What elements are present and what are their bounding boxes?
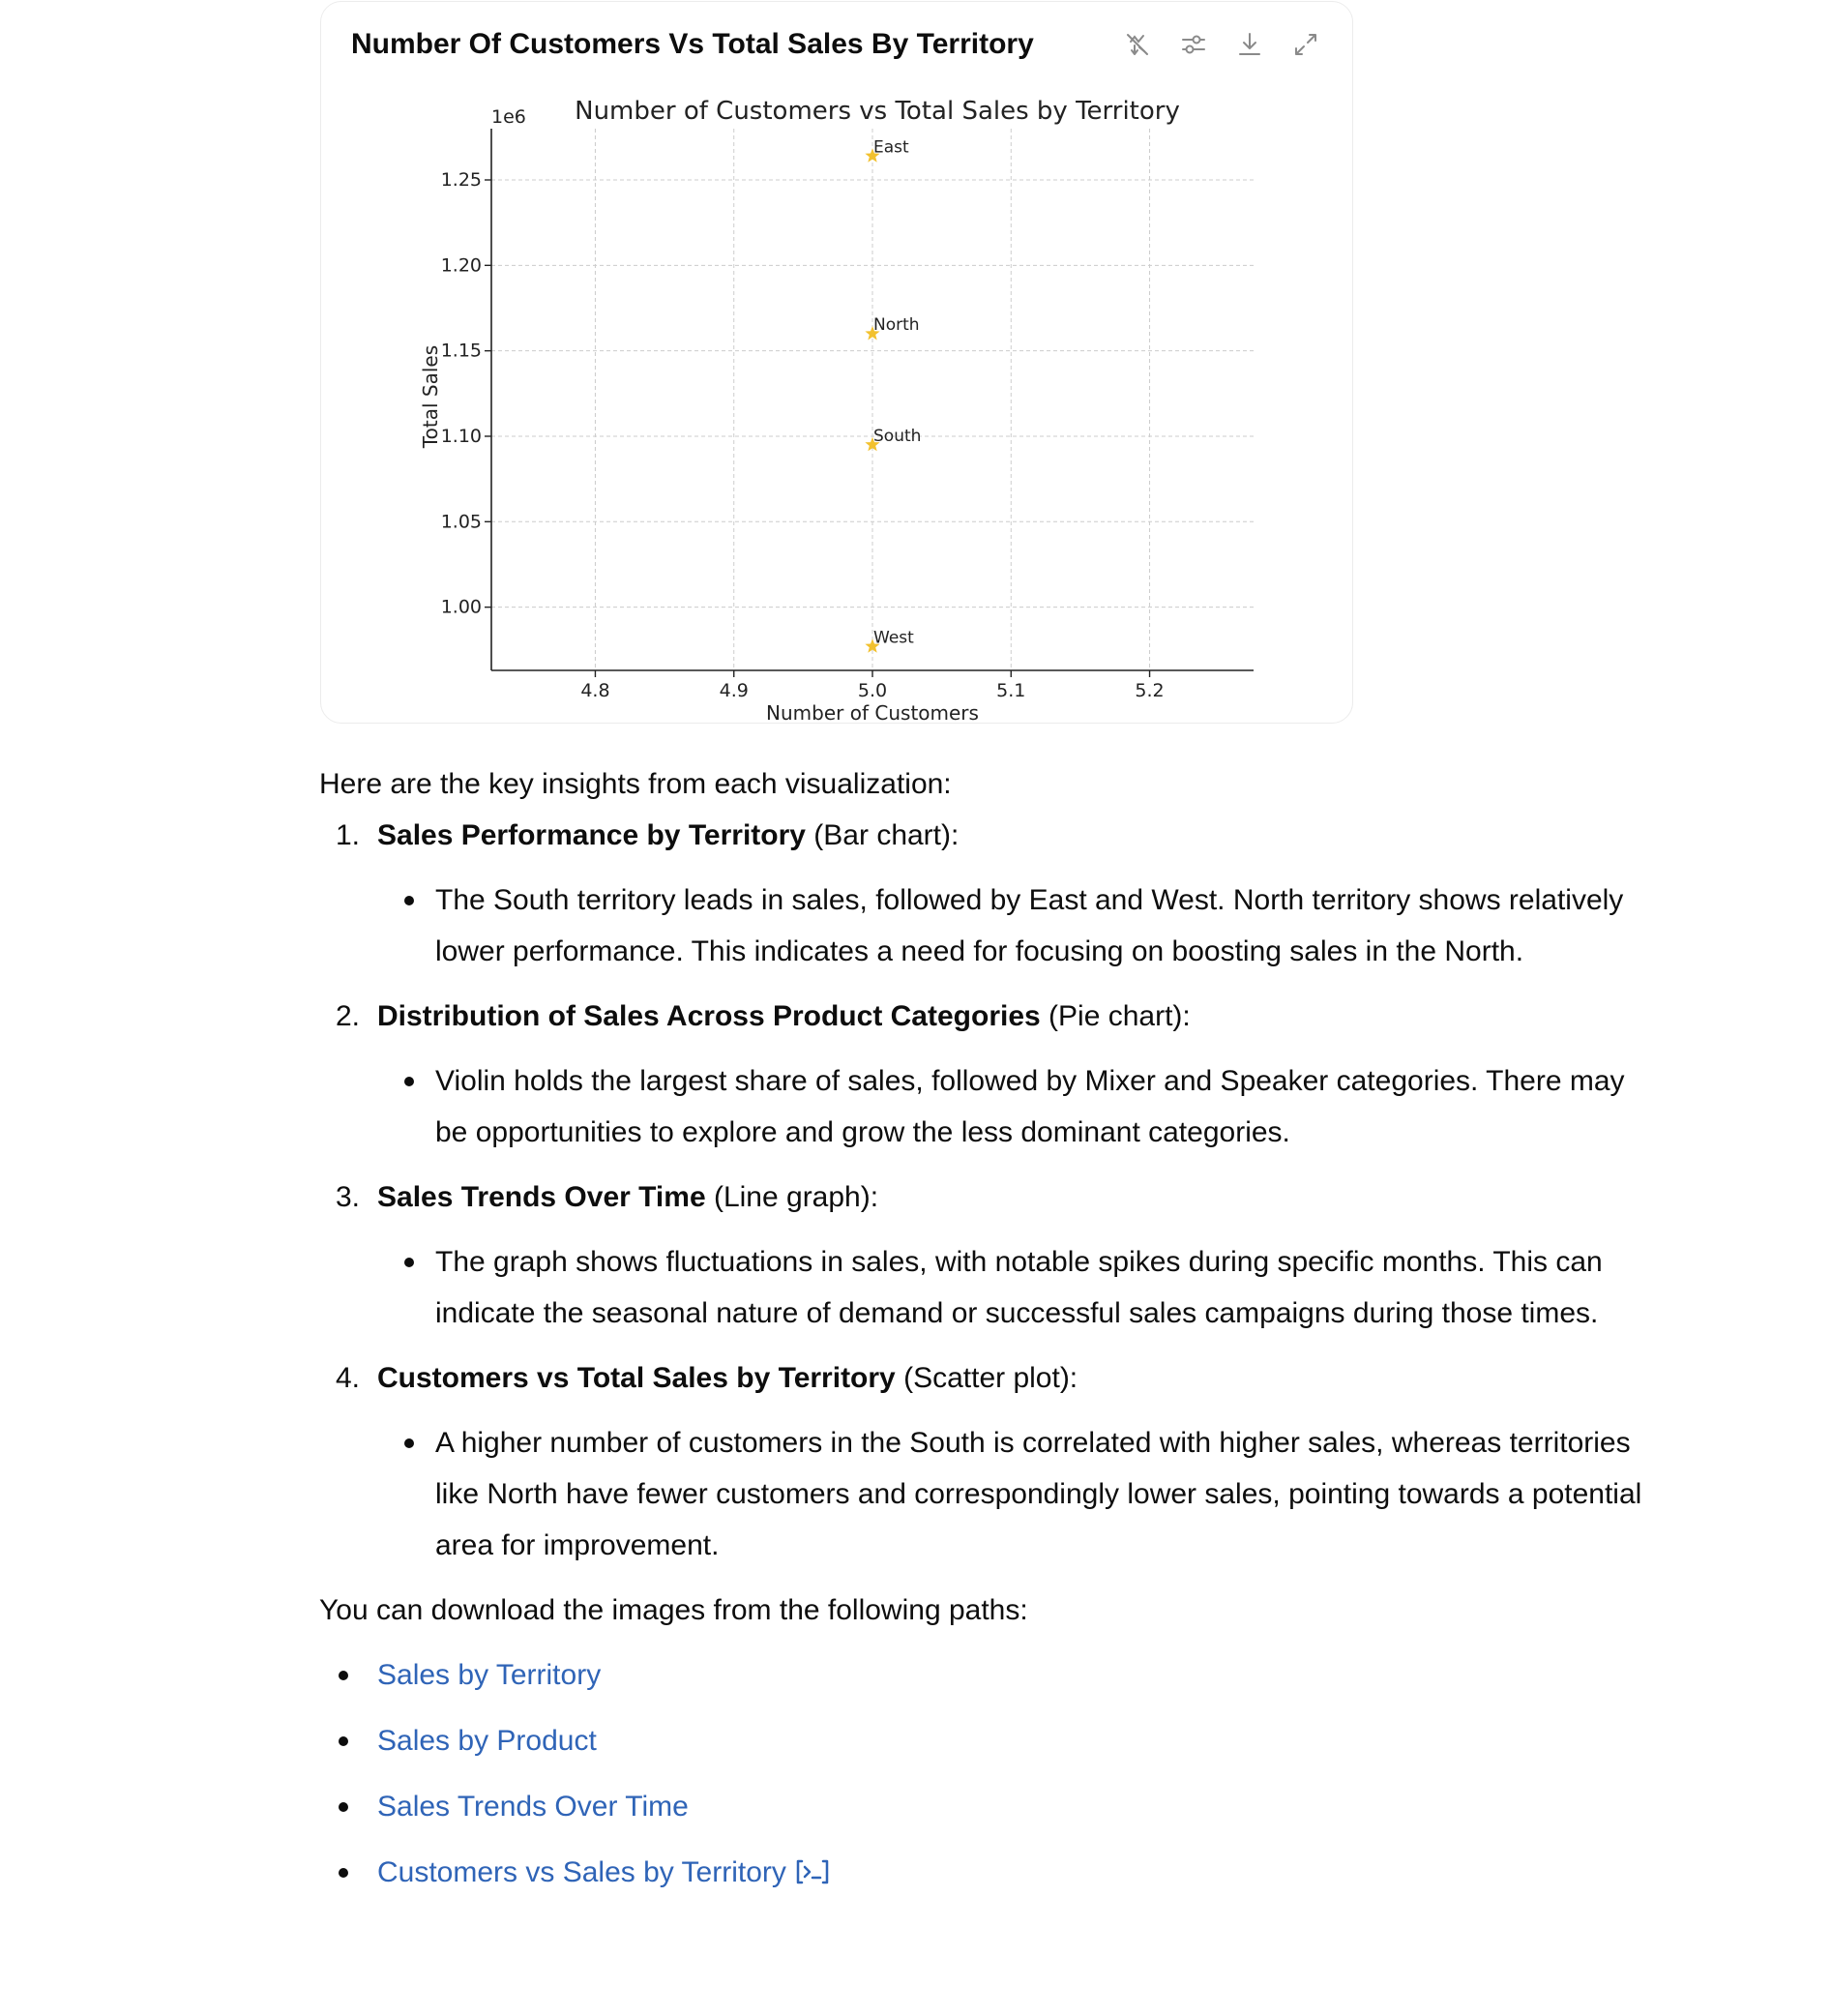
- expand-icon[interactable]: [1288, 27, 1323, 62]
- insight-number: 2.: [336, 1000, 361, 1032]
- bullet-icon: [404, 896, 414, 905]
- data-point-label: West: [873, 628, 914, 648]
- y-tick-label: 1.25: [440, 168, 482, 191]
- y-tick-label: 1.20: [440, 254, 482, 277]
- y-tick-label: 1.05: [440, 511, 482, 533]
- chart-card-title: Number Of Customers Vs Total Sales By Territory: [351, 28, 1034, 60]
- list-item: [319, 1649, 1644, 1701]
- chart-settings-icon[interactable]: [1176, 27, 1211, 62]
- insights-list: [319, 810, 1644, 1571]
- insight-number: 3.: [336, 1181, 361, 1213]
- bullet-icon: [339, 1868, 348, 1878]
- insight-detail: [377, 875, 1644, 977]
- insight-title: Distribution of Sales Across Product Categories: [377, 1000, 1041, 1032]
- x-tick-label: 5.0: [857, 680, 888, 701]
- insight-chart-type: (Pie chart):: [1040, 1000, 1191, 1032]
- insight-detail-text: Violin holds the largest share of sales, followed by Mixer and Speaker categories. There may be opportunities to explore and grow the less dominant categories.: [435, 1065, 1625, 1148]
- data-point-label: South: [873, 426, 922, 446]
- insight-detail-text: The graph shows fluctuations in sales, with notable spikes during specific months. This can indicate the seasonal nature of demand or successful sales campaigns during those times.: [435, 1246, 1603, 1329]
- link-sales-by-product[interactable]: Sales by Product: [377, 1725, 597, 1757]
- insight-chart-type: (Line graph):: [705, 1181, 879, 1213]
- insight-number: 4.: [336, 1362, 361, 1394]
- bullet-icon: [404, 1077, 414, 1086]
- insight-number: 1.: [336, 819, 361, 851]
- insight-detail-text: A higher number of customers in the South is correlated with higher sales, whereas territories like North have fewer customers and correspondingly lower sales, pointing towards a potential area for improvement.: [435, 1427, 1642, 1561]
- chart-card: [320, 1, 1353, 724]
- y-tick-label: 1.10: [440, 425, 482, 447]
- y-multiplier-label: 1e6: [491, 106, 526, 128]
- chart-toolbar: [1120, 27, 1323, 62]
- y-axis-label: Total Sales: [419, 344, 442, 449]
- insight-detail: [377, 1417, 1644, 1571]
- insight-item: [319, 991, 1644, 1158]
- bullet-icon: [339, 1802, 348, 1812]
- insight-item: [319, 1352, 1644, 1571]
- bullet-icon: [404, 1258, 414, 1267]
- list-item: [319, 1847, 1644, 1903]
- insight-detail: [377, 1236, 1644, 1339]
- insight-title: Customers vs Total Sales by Territory: [377, 1362, 896, 1394]
- data-point-label: East: [873, 137, 909, 158]
- bullet-icon: [339, 1671, 348, 1680]
- insight-item: [319, 1171, 1644, 1339]
- link-customers-vs-sales[interactable]: Customers vs Sales by Territory: [377, 1856, 786, 1888]
- insight-title: Sales Trends Over Time: [377, 1181, 706, 1213]
- link-sales-by-territory[interactable]: Sales by Territory: [377, 1659, 602, 1691]
- data-point-label: North: [873, 314, 920, 335]
- y-tick-label: 1.15: [440, 340, 482, 362]
- x-axis-label: Number of Customers: [766, 701, 979, 725]
- list-item: [319, 1715, 1644, 1766]
- x-tick-label: 4.9: [719, 680, 749, 701]
- insights-intro: Here are the key insights from each visualization:: [319, 768, 952, 800]
- insight-chart-type: (Scatter plot):: [895, 1362, 1078, 1394]
- scatter-plot: [321, 2, 1354, 725]
- interactive-chart-icon[interactable]: [1120, 27, 1155, 62]
- download-icon[interactable]: [1232, 27, 1267, 62]
- link-sales-trends[interactable]: Sales Trends Over Time: [377, 1791, 689, 1823]
- chart-title: Number of Customers vs Total Sales by Territory: [575, 97, 1180, 126]
- download-links: [319, 1649, 1644, 1903]
- list-item: [319, 1781, 1644, 1832]
- x-tick-label: 4.8: [580, 680, 610, 701]
- x-tick-label: 5.2: [1135, 680, 1165, 701]
- insight-detail-text: The South territory leads in sales, followed by East and West. North territory shows relatively lower performance. This indicates a need for focusing on boosting sales in the North.: [435, 884, 1624, 967]
- download-intro: You can download the images from the following paths:: [319, 1594, 1028, 1626]
- bullet-icon: [339, 1736, 348, 1746]
- x-tick-label: 5.1: [996, 680, 1026, 701]
- insight-chart-type: (Bar chart):: [805, 819, 960, 851]
- insight-detail: [377, 1055, 1644, 1158]
- code-icon[interactable]: [794, 1852, 831, 1903]
- y-tick-label: 1.00: [440, 596, 482, 618]
- bullet-icon: [404, 1438, 414, 1448]
- insight-title: Sales Performance by Territory: [377, 819, 806, 851]
- response-content: [319, 758, 1644, 1917]
- insight-item: [319, 810, 1644, 977]
